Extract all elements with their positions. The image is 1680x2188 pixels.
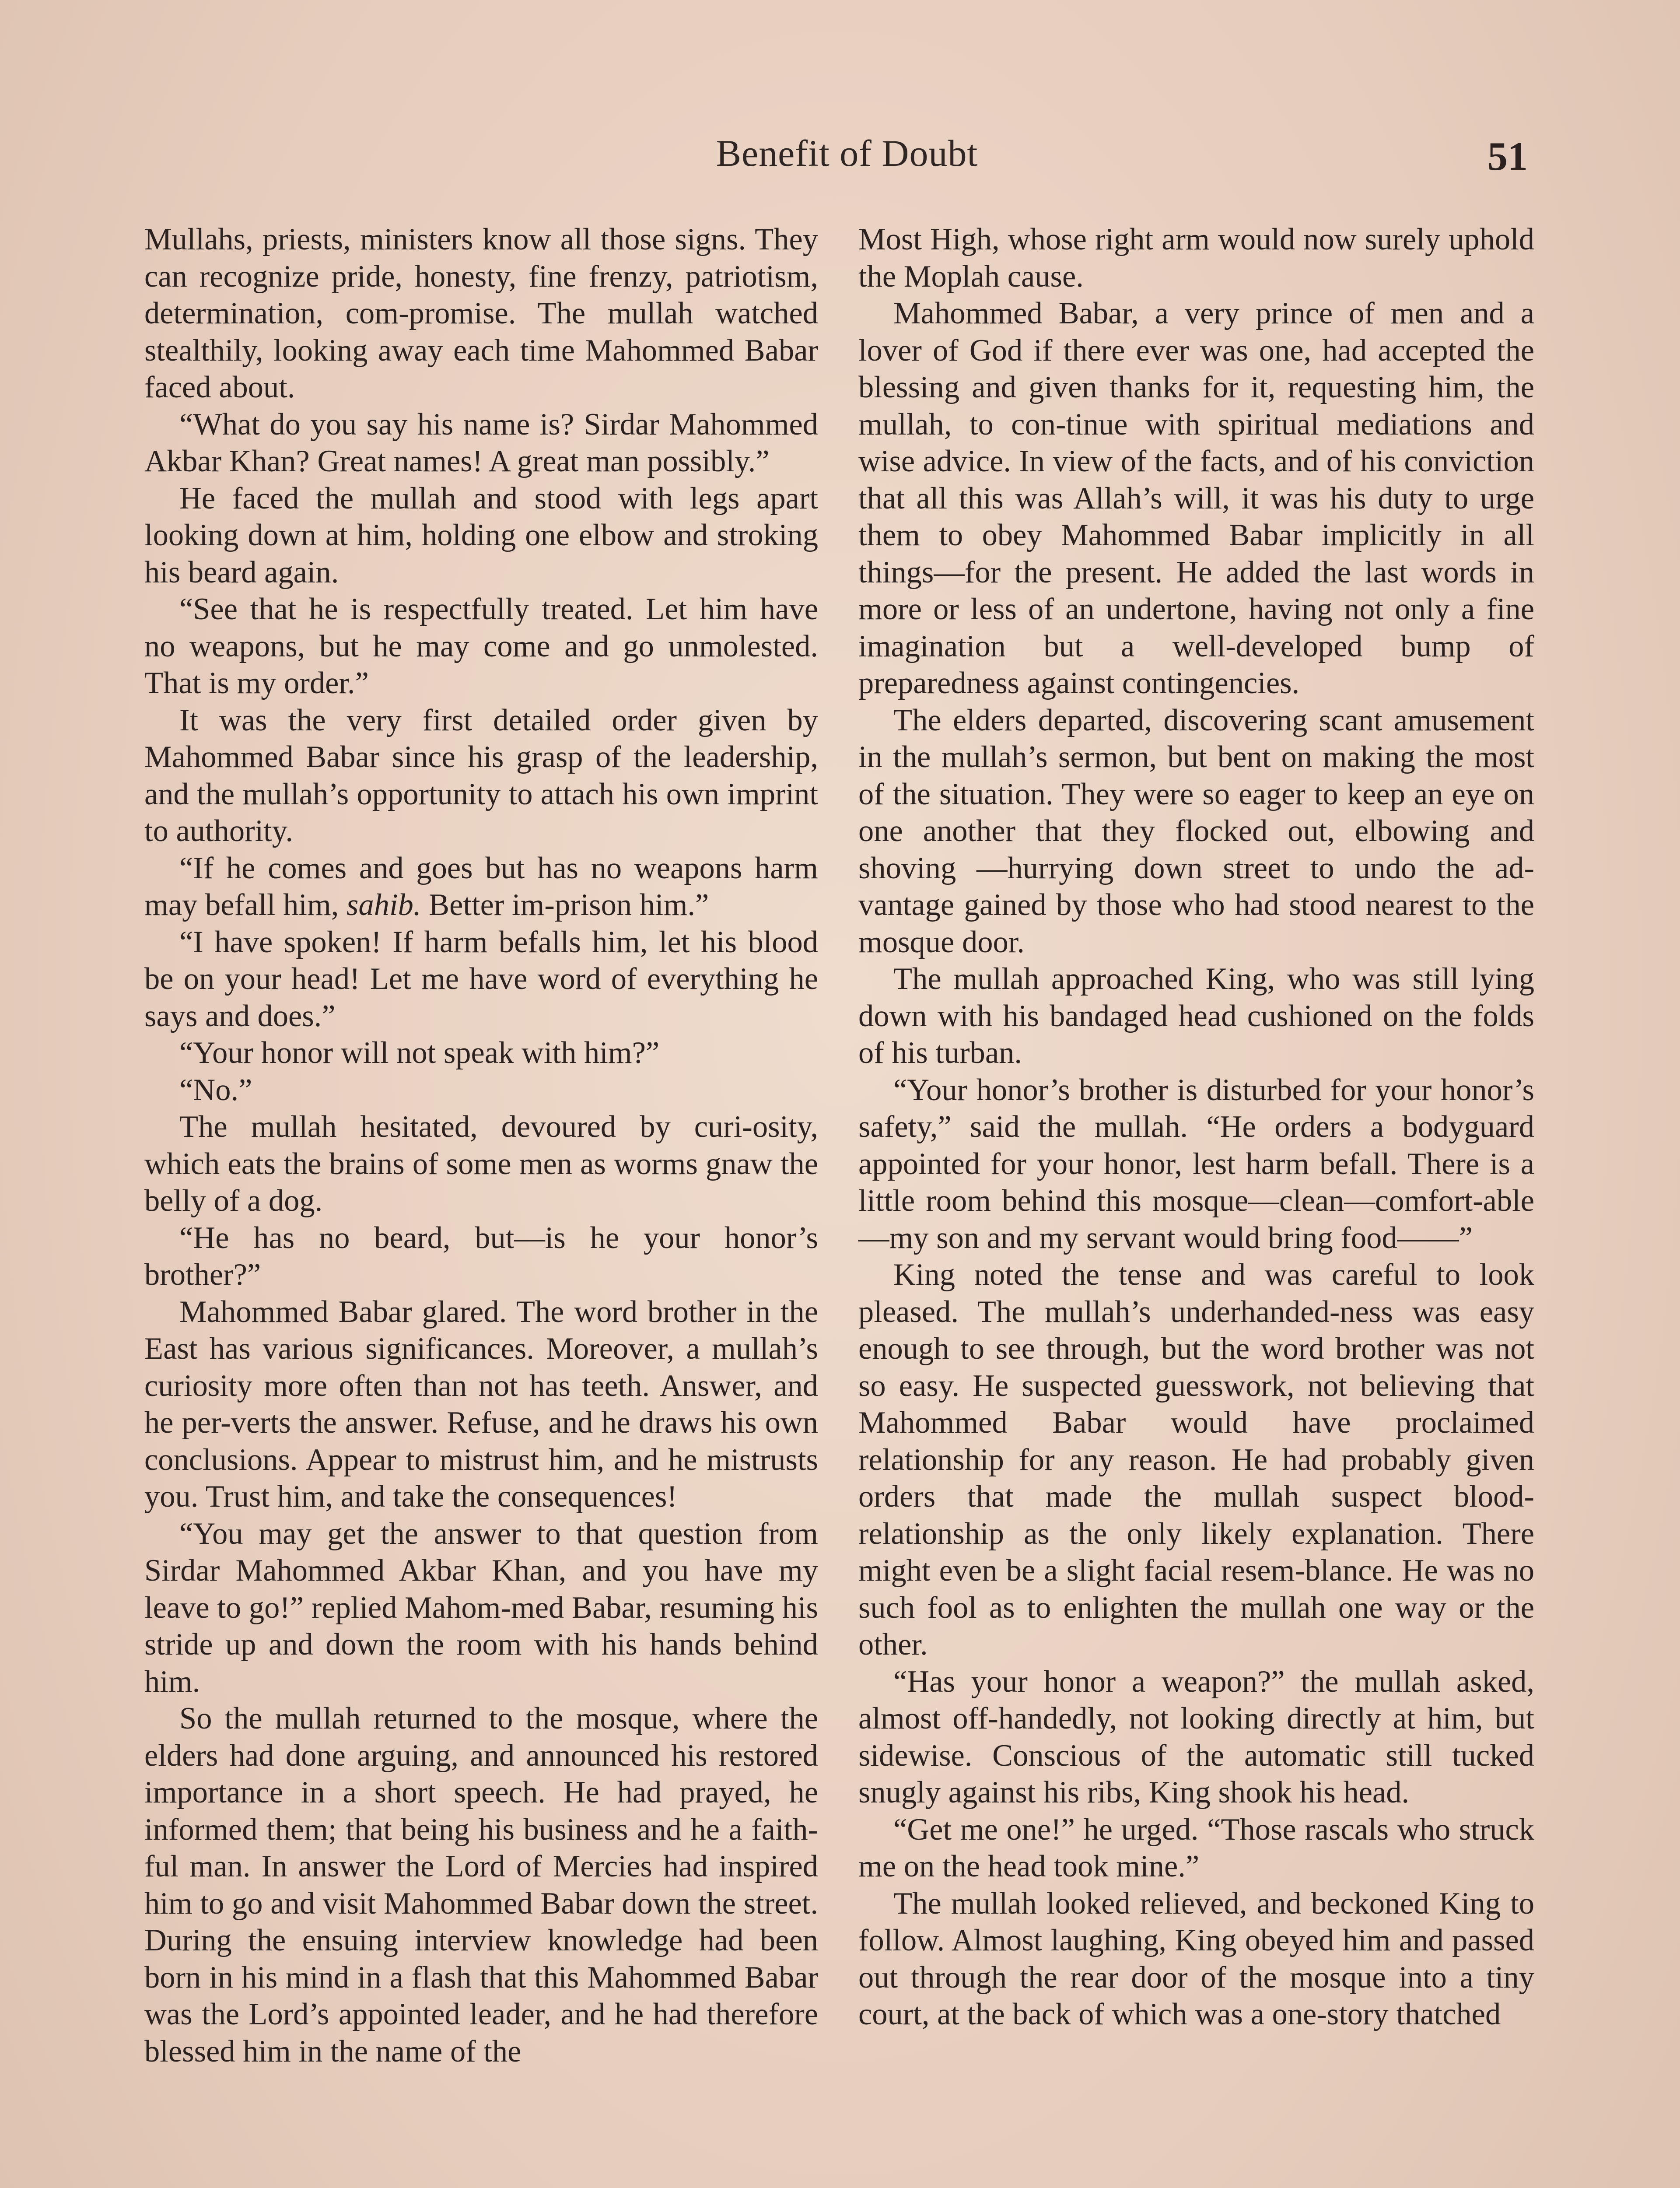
- paragraph: The mullah approached King, who was still lying down with his bandaged head cushioned on the folds of his turban.: [858, 962, 1534, 1070]
- page-number: 51: [1488, 134, 1528, 179]
- paragraph: “You may get the answer to that question from Sirdar Mahommed Akbar Khan, and you have my leave to go!” replied Mahom-med Babar, resuming his stride up and down the room with his hands behind him.: [144, 1516, 818, 1699]
- paragraph: “Your honor will not speak with him?”: [179, 1036, 660, 1070]
- paragraph: [144, 850, 818, 924]
- italic-word: sahib.: [346, 888, 421, 922]
- paragraph: “No.”: [179, 1073, 252, 1107]
- paragraph: “I have spoken! If harm befalls him, let his blood be on your head! Let me have word of everything he says and does.”: [144, 925, 818, 1033]
- paragraph: The mullah hesitated, devoured by curi-osity, which eats the brains of some men as worms gnaw the belly of a dog.: [144, 1110, 818, 1218]
- paragraph-text: Better im-prison him.”: [421, 888, 709, 922]
- paragraph: He faced the mullah and stood with legs apart looking down at him, holding one elbow and stroking his beard again.: [144, 481, 818, 589]
- paragraph: “Get me one!” he urged. “Those rascals who struck me on the head took mine.”: [858, 1812, 1534, 1883]
- paragraph: The mullah looked relieved, and beckoned King to follow. Almost laughing, King obeyed him and passed out through the rear door of the mosque into a tiny court, at the back of which was a one-story thatched: [858, 1886, 1534, 2031]
- paragraph: So the mullah returned to the mosque, where the elders had done arguing, and announced his restored importance in a short speech. He had prayed, he informed them; that being his business and he a faith-ful man. In answer the Lord of Mercies had inspired him to go and visit Mahommed Babar down the street. During the ensuing interview knowledge had been born in his mind in a flash that this Mahommed Babar was the Lord’s appointed leader, and he had therefore blessed him in the name of the: [144, 1701, 818, 2069]
- paragraph: “What do you say his name is? Sirdar Mahommed Akbar Khan? Great names! A great man possibly.”: [144, 407, 818, 478]
- paragraph: “He has no beard, but—is he your honor’s brother?”: [144, 1220, 818, 1292]
- paragraph: Most High, whose right arm would now surely uphold the Moplah cause.: [858, 222, 1534, 294]
- paragraph: Mahommed Babar glared. The word brother in the East has various significances. Moreover, a mullah’s curiosity more often than not has teeth. Answer, and he per-verts the answer. Refuse, and he draws his own conclusions. Appear to mistrust him, and he mistrusts you. Trust him, and take the consequences!: [144, 1294, 818, 1514]
- paragraph: “Has your honor a weapon?” the mullah asked, almost off-handedly, not looking directly at him, but sidewise. Conscious of the automatic still tucked snugly against his ribs, King shook his head.: [858, 1664, 1534, 1809]
- left-column: [144, 221, 818, 2070]
- running-head: Benefit of Doubt: [716, 132, 978, 174]
- paragraph: The elders departed, discovering scant amusement in the mullah’s sermon, but bent on making the most of the situation. They were so eager to keep an eye on one another that they flocked out, elbowing and shoving —hurrying down street to undo the ad-vantage gained by those who had stood nearest to the mosque door.: [858, 703, 1534, 959]
- paragraph: “Your honor’s brother is disturbed for your honor’s safety,” said the mullah. “He orders a bodyguard appointed for your honor, lest harm befall. There is a little room behind this mosque—clean—comfort-able—my son and my servant would bring food——”: [858, 1073, 1534, 1255]
- paragraph: “See that he is respectfully treated. Let him have no weapons, but he may come and go unmolested. That is my order.”: [144, 592, 818, 700]
- paragraph: Mullahs, priests, ministers know all those signs. They can recognize pride, honesty, fine frenzy, patriotism, determination, com-promise. The mullah watched stealthily, looking away each time Mahommed Babar faced about.: [144, 222, 818, 404]
- paragraph: King noted the tense and was careful to look pleased. The mullah’s underhanded-ness was easy enough to see through, but the word brother was not so easy. He suspected guesswork, not believing that Mahommed Babar would have proclaimed relationship for any reason. He had probably given orders that made the mullah suspect blood-relationship as the only likely explanation. There might even be a slight facial resem-blance. He was no such fool as to enlighten the mullah one way or the other.: [858, 1258, 1534, 1662]
- right-column: [858, 221, 1534, 2033]
- paragraph: Mahommed Babar, a very prince of men and a lover of God if there ever was one, had accepted the blessing and given thanks for it, requesting him, the mullah, to con-tinue with spiritual mediations and wise advice. In view of the facts, and of his conviction that all this was Allah’s will, it was his duty to urge them to obey Mahommed Babar implicitly in all things—for the present. He added the last words in more or less of an undertone, having not only a fine imagination but a well-developed bump of preparedness against contingencies.: [858, 296, 1534, 700]
- paragraph: It was the very first detailed order given by Mahommed Babar since his grasp of the leadership, and the mullah’s opportunity to attach his own imprint to authority.: [144, 703, 818, 848]
- paragraph-text: “If he comes and goes but has no weapons harm may befall him,: [144, 851, 818, 922]
